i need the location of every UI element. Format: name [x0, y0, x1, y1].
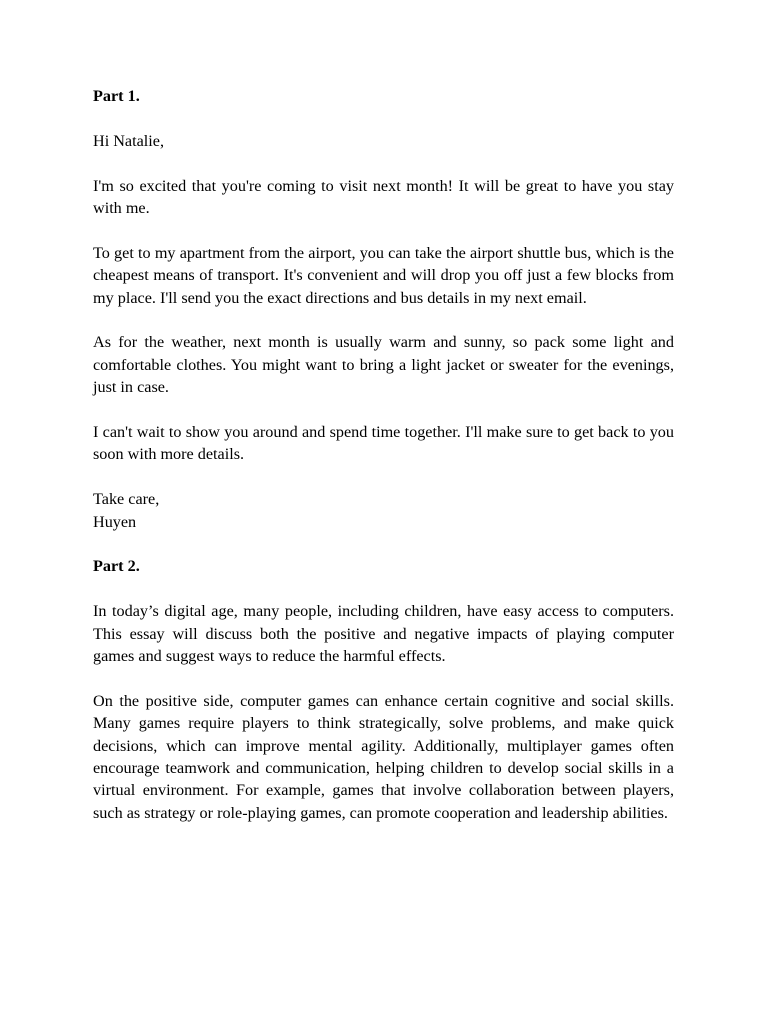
essay-paragraph: On the positive side, computer games can enhance certain cognitive and social skills. Many games require players to think strategically, solve problems, and make quick decisions, which can improve mental agility. Additionally, multiplayer games often encourage teamwork and communication, helping children to develop social skills in a virtual environment. For example, games that involve collaboration between players, such as strategy or role-playing games, can promote cooperation and leadership abilities. [93, 691, 674, 822]
letter-paragraph: As for the weather, next month is usually warm and sunny, so pack some light and comfortable clothes. You might want to bring a light jacket or sweater for the evenings, just in case. [93, 333, 674, 397]
letter-signoff [93, 488, 674, 533]
letter-closing: Take care, [93, 490, 160, 509]
letter-paragraph: To get to my apartment from the airport, you can take the airport shuttle bus, which is the cheapest means of transport. It's convenient and will drop you off just a few blocks from my place. I'll send you the exact directions and bus details in my next email. [93, 243, 674, 307]
letter-paragraph: I can't wait to show you around and spend time together. I'll make sure to get back to you soon with more details. [93, 423, 674, 464]
document-page [93, 85, 674, 847]
essay-paragraph: In today’s digital age, many people, including children, have easy access to computers. This essay will discuss both the positive and negative impacts of playing computer games and suggest ways to reduce the harmful effects. [93, 602, 674, 666]
letter-paragraph: I'm so excited that you're coming to visit next month! It will be great to have you stay with me. [93, 176, 674, 217]
letter-signature: Huyen [93, 512, 137, 531]
part2-heading: Part 2. [93, 557, 140, 576]
part1-heading: Part 1. [93, 87, 140, 105]
letter-greeting: Hi Natalie, [93, 131, 165, 150]
